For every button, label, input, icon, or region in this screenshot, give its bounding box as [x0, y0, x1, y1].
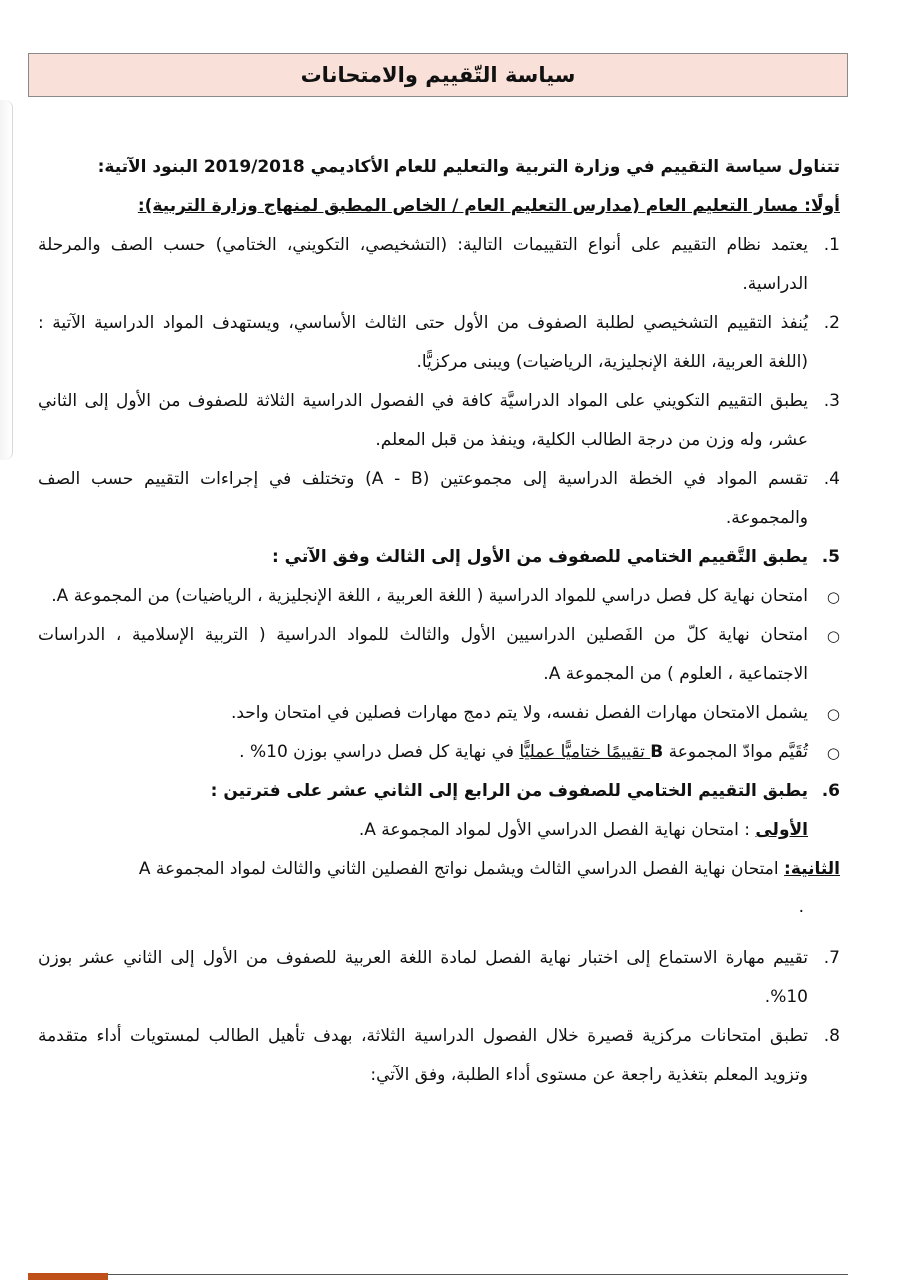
item-text: يطبق التَّقييم الختامي للصفوف من الأول إلى الثالث وفق الآتي : [271, 547, 808, 567]
page-edge-shadow [0, 100, 13, 460]
item-text: يُنفذ التقييم التشخيصي لطلبة الصفوف من الأول حتى الثالث الأساسي، ويستهدف المواد الدراسية الآتية : (اللغة العربية، اللغة الإنجليزية، الرياضيات) ويبنى مركزيًّا. [38, 313, 808, 372]
item-text: يعتمد نظام التقييم على أنواع التقييمات التالية: (التشخيصي، التكويني، الختامي) حسب الصف والمرحلة الدراسية. [38, 235, 808, 294]
item-number: 5. [821, 547, 840, 567]
bullet-item-3 [38, 694, 840, 733]
list-item-5 [38, 538, 840, 577]
item-text: تقسم المواد في الخطة الدراسية إلى مجموعتين (A - B) وتختلف في إجراءات التقييم حسب الصف والمجموعة. [38, 469, 808, 528]
bullet-text-pre: تُقَيَّم موادّ المجموعة [663, 742, 808, 762]
list-item-8 [38, 1017, 840, 1095]
item-number: 7. [823, 948, 840, 968]
item-number: 2. [823, 313, 840, 333]
item-number: 3. [823, 391, 840, 411]
list-item-6 [38, 772, 840, 811]
bullet-text: امتحان نهاية كلّ من الفَصلين الدراسيين الأول والثالث للمواد الدراسية ( التربية الإسلامية ، الدراسات الاجتماعية ، العلوم ) من المجموعة A. [38, 625, 808, 684]
item-number: 6. [821, 781, 840, 801]
item-text: تطبق امتحانات مركزية قصيرة خلال الفصول الدراسية الثلاثة، بهدف تأهيل الطالب لمستويات أداء متقدمة وتزويد المعلم بتغذية راجعة عن مستوى أداء الطلبة، وفق الآتي: [38, 1026, 808, 1085]
item-text: تقييم مهارة الاستماع إلى اختبار نهاية الفصل لمادة اللغة العربية للصفوف من الأول إلى الثاني عشر بوزن 10%. [38, 948, 808, 1007]
second-period [38, 850, 840, 889]
bullet-item-1 [38, 577, 840, 616]
second-period-text: امتحان نهاية الفصل الدراسي الثالث ويشمل نواتج الفصلين الثاني والثالث لمواد المجموعة A [138, 859, 785, 879]
group-b-label: B [650, 742, 664, 762]
bullet-text: يشمل الامتحان مهارات الفصل نفسه، ولا يتم دمج مهارات فصلين في امتحان واحد. [230, 703, 808, 723]
page-title-box [28, 53, 848, 97]
list-item-4 [38, 460, 840, 538]
bullet-text-post: في نهاية كل فصل دراسي بوزن 10% . [239, 742, 520, 762]
footer-divider [28, 1274, 848, 1275]
first-period [38, 811, 840, 850]
list-item-2 [38, 304, 840, 382]
first-period-label: الأولى [755, 820, 808, 840]
page-title: سياسة التّقييم والامتحانات [300, 63, 576, 87]
stray-dot: . [798, 897, 804, 917]
circle-bullet-icon: ○ [826, 588, 840, 606]
second-period-label: الثانية: [784, 859, 840, 879]
list-item-1 [38, 226, 840, 304]
section-heading: أولًا: مسار التعليم العام (مدارس التعليم العام / الخاص المطبق لمنهاج وزارة التربية): [137, 196, 840, 216]
circle-bullet-icon: ○ [826, 627, 840, 645]
bullet-item-4 [38, 733, 840, 772]
bullet-underlined-text: تقييمًا ختاميًّا عمليًّا [519, 742, 651, 762]
document-body [38, 148, 840, 1095]
first-period-text: : امتحان نهاية الفصل الدراسي الأول لمواد المجموعة A. [358, 820, 756, 840]
item-number: 1. [823, 235, 840, 255]
circle-bullet-icon: ○ [826, 705, 840, 723]
intro-paragraph: تتناول سياسة التقييم في وزارة التربية والتعليم للعام الأكاديمي 2019/2018 البنود الآتية: [97, 157, 840, 177]
bullet-text: امتحان نهاية كل فصل دراسي للمواد الدراسية ( اللغة العربية ، اللغة الإنجليزية ، الرياضيات) من المجموعة A. [51, 586, 808, 606]
circle-bullet-icon: ○ [826, 744, 840, 762]
list-item-7 [38, 939, 840, 1017]
item-number: 8. [823, 1026, 840, 1046]
item-text: يطبق التقييم التكويني على المواد الدراسيَّة كافة في الفصول الدراسية الثلاثة للصفوف من الأول إلى الثاني عشر، وله وزن من درجة الطالب الكلية، وينفذ من قبل المعلم. [38, 391, 808, 450]
item-number: 4. [823, 469, 840, 489]
bullet-item-2 [38, 616, 840, 694]
item-text: يطبق التقييم الختامي للصفوف من الرابع إلى الثاني عشر على فترتين : [210, 781, 808, 801]
footer-accent-bar [28, 1273, 108, 1280]
list-item-3 [38, 382, 840, 460]
